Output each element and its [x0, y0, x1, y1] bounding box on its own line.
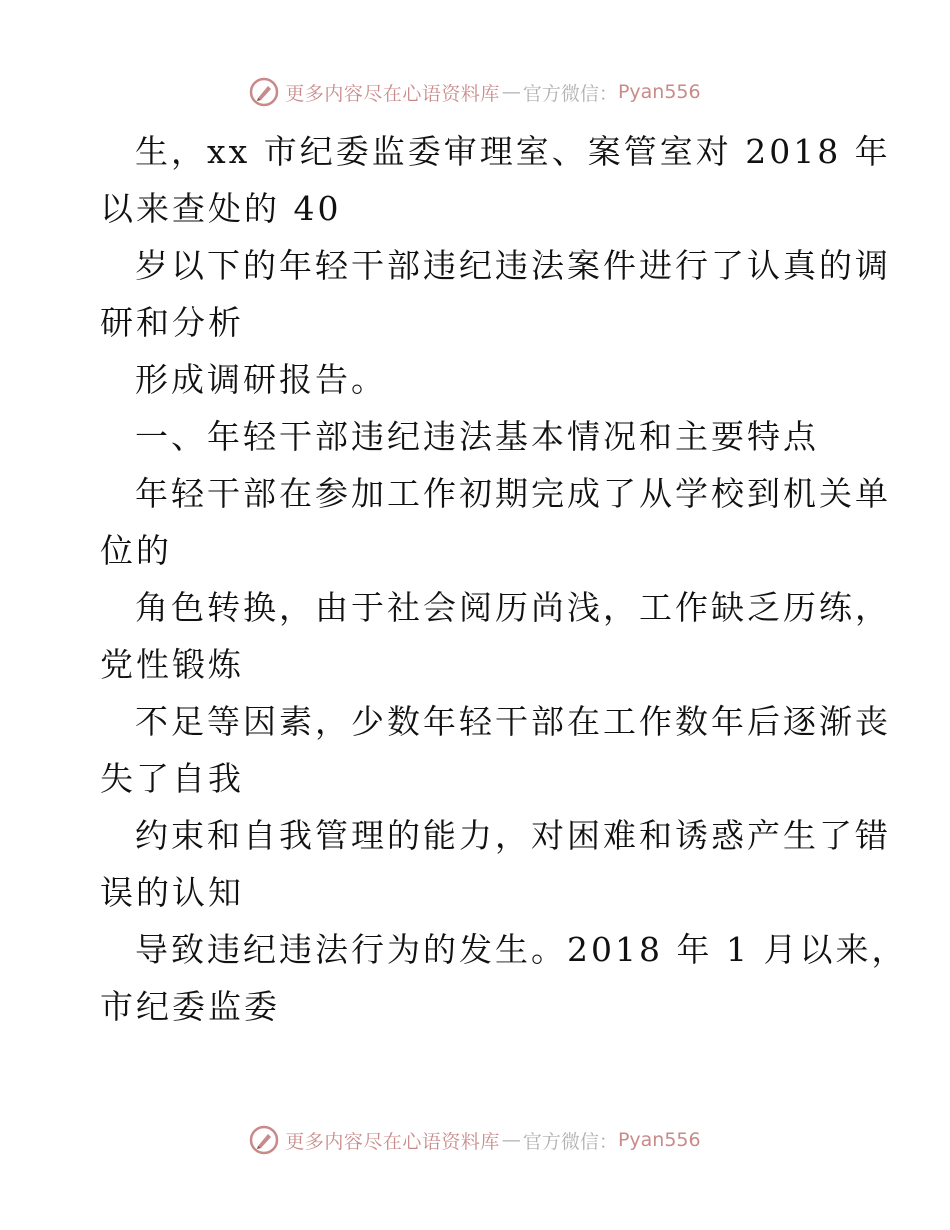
body-line: 以来查处的 40	[100, 189, 342, 228]
footer-dash: —	[501, 1129, 521, 1151]
body-line: 位的	[100, 531, 172, 570]
body-line: 形成调研报告。	[135, 360, 387, 399]
footer-wechat-label: 官方微信：	[522, 1130, 618, 1153]
section-heading: 一、年轻干部违纪违法基本情况和主要特点	[135, 417, 819, 456]
body-line: 市纪委监委	[100, 987, 280, 1026]
body-line: 岁以下的年轻干部违纪违法案件进行了认真的调	[135, 246, 891, 285]
header-wechat-label: 官方微信：	[522, 82, 618, 105]
pen-logo-icon	[249, 77, 279, 107]
pen-logo-icon	[249, 1125, 279, 1155]
body-line: 生，xx 市纪委监委审理室、案管室对 2018 年	[135, 132, 891, 171]
body-line: 导致违纪违法行为的发生。2018 年 1 月以来，	[135, 930, 908, 969]
body-line: 不足等因素，少数年轻干部在工作数年后逐渐丧	[135, 702, 891, 741]
body-line: 约束和自我管理的能力，对困难和诱惑产生了错	[135, 816, 891, 855]
body-line: 研和分析	[100, 303, 244, 342]
header-title: 更多内容尽在心语资料库	[285, 82, 500, 105]
body-line: 失了自我	[100, 759, 244, 798]
document-body	[100, 123, 908, 1035]
header-dash: —	[501, 81, 521, 103]
footer-title: 更多内容尽在心语资料库	[285, 1130, 500, 1153]
header-banner	[0, 72, 950, 112]
body-line: 误的认知	[100, 873, 244, 912]
body-line: 角色转换，由于社会阅历尚浅，工作缺乏历练，	[135, 588, 891, 627]
footer-banner	[0, 1120, 950, 1160]
footer-wechat-id: Pyan556	[617, 1129, 701, 1151]
body-line: 年轻干部在参加工作初期完成了从学校到机关单	[135, 474, 891, 513]
body-line: 党性锻炼	[100, 645, 244, 684]
header-wechat-id: Pyan556	[617, 81, 701, 103]
